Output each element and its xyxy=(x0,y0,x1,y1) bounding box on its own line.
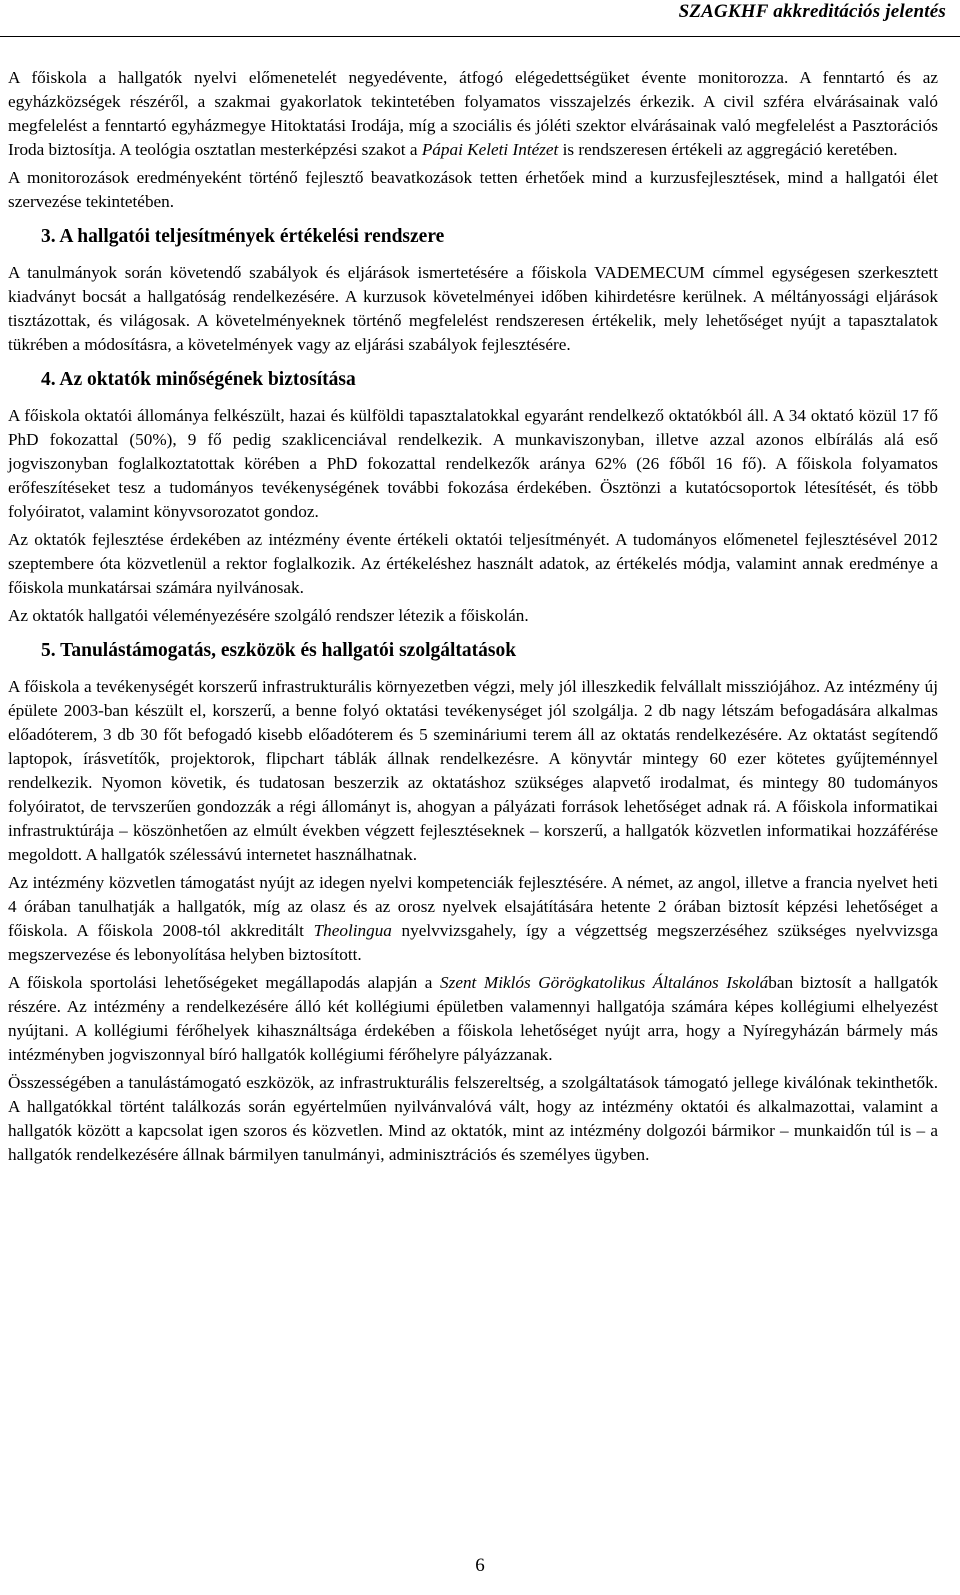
italic-text: Theolingua xyxy=(313,921,392,940)
section-heading-4: 4. Az oktatók minőségének biztosítása xyxy=(41,369,356,390)
text-span: Az intézmény közvetlen támogatást nyújt az idegen nyelvi kompetenciák fejlesztésére. A német, az angol, illetve a francia nyelvet heti 4 órában tanulhatják a hallgatók, míg az olasz és az orosz nyelvek elsajátítására hetente 2 órában biztosít képzési lehetőséget a főiskola. A főiskola 2008-tól akkreditált xyxy=(8,873,938,940)
italic-text: Pápai Keleti Intézet xyxy=(421,140,559,159)
section-4-paragraph-3: Az oktatók hallgatói véleményezésére szolgáló rendszer létezik a főiskolán. xyxy=(8,606,529,625)
header-title: SZAGKHF akkreditációs jelentés xyxy=(678,1,946,22)
section-5-paragraph-1: A főiskola a tevékenységét korszerű infrastrukturális környezetben végzi, mely jól illeszkedik felvállalt missziójához. Az intézmény új épülete 2003-ban készült el, korszerű, a benne folyó oktatási tevékenységet jól szolgálja. 2 db nagy létszám befogadására alkalmas előadóterem, 3 db 30 főt befogadó kisebb előadóterem és 5 szemináriumi terem áll az oktatás rendelkezésére. Az oktatást segítendő laptopok, írásvetítők, projektorok, flipchart táblák állnak rendelkezésre. A könyvtár mintegy 60 ezer kötetes gyűjteménnyel rendelkezik. Nyomon követik, és tudatosan beszerzik az oktatáshoz szükséges alapvető irodalmat, és mintegy 80 tudományos folyóiratot, de tervszerűen gondozzák a régi állományt is, ahogyan a pályázati források lehetőséget adnak rá. A főiskola informatikai infrastruktúrája – köszönhetően az elmúlt években végzett fejlesztéseknek – korszerű, a hallgatók közvetlen informatikai hozzáférése megoldott. A hallgatók szélessávú internetet használhatnak. xyxy=(8,677,938,864)
italic-text: Szent Miklós Görögkatolikus Általános Iskolá xyxy=(440,973,769,992)
page-header xyxy=(0,0,960,46)
paragraph-development: A monitorozások eredményeként történő fejlesztő beavatkozások tetten érhetőek mind a kurzusfejlesztések, mind a hallgatói élet szervezése tekintetében. xyxy=(8,168,938,211)
document-body xyxy=(8,66,938,1171)
section-4-paragraph-2: Az oktatók fejlesztése érdekében az intézmény évente értékeli oktatói teljesítményét. A tudományos előmenetel fejlesztésével 2012 szeptembere óta közvetlenül a rektor foglalkozik. Az értékeléshez használt adatok, az értékelés módja, valamint annak eredménye a főiskola munkatársai számára nyilvánosak. xyxy=(8,530,938,597)
text-span: ban biztosít a hallgatók részére. Az intézmény a rendelkezésére álló két kollégiumi épületben valamennyi hallgatója számára képes kollégiumi elhelyezést nyújtani. A kollégiumi férőhelyek kihasználtsága érdekében a főiskola lehetőséget nyújt arra, hogy a Nyíregyházán bármely más intézményben jogviszonnyal bíró hallgatók kollégiumi férőhelyre pályázzanak. xyxy=(8,973,938,1064)
section-heading-5: 5. Tanulástámogatás, eszközök és hallgatói szolgáltatások xyxy=(41,640,517,661)
text-span: A főiskola a hallgatók nyelvi előmenetelét negyedévente, átfogó elégedettségüket évente monitorozza. A fenntartó és az egyházközségek részéről, a szakmai gyakorlatok tekintetében folyamatos visszajelzés érkezik. A civil szféra elvárásainak való megfelelést a fenntartó egyházmegye Hitoktatási Irodája, míg a szociális és jóléti szektor elvárásainak való megfelelést a Pasztorációs Iroda biztosítja. A teológia osztatlan mesterképzési szakot a xyxy=(8,68,938,159)
text-span: nyelvvizsgahely, így a végzettség megszerzéséhez szükséges nyelvvizsga megszervezése és lebonyolítása helyben biztosított. xyxy=(8,921,938,964)
section-5-paragraph-4: Összességében a tanulástámogató eszközök, az infrastrukturális felszereltség, a szolgáltatások támogató jellege kiválónak tekinthetők. A hallgatókkal történt találkozás során egyértelműen nyilvánvalóvá vált, hogy az intézmény oktatói és alkalmazottai, valamint a hallgatók között a kapcsolat igen szoros és közvetlen. Mind az oktatók, mint az intézmény dolgozói bármikor – munkaidőn túl is – a hallgatók rendelkezésére állnak bármilyen tanulmányi, adminisztrációs és személyes ügyben. xyxy=(8,1073,938,1164)
section-5-paragraph-3 xyxy=(8,971,938,1067)
section-5-paragraph-2 xyxy=(8,871,938,967)
section-3-paragraph: A tanulmányok során követendő szabályok és eljárások ismertetésére a főiskola VADEMECUM címmel egységesen szerkesztett kiadványt bocsát a hallgatóság rendelkezésére. A kurzusok követelményei időben kihirdetésre kerülnek. A méltányossági eljárások tisztázottak, és világosak. A követelményeknek történő megfelelést rendszeresen értékelik, mely lehetőséget nyújt a tapasztalatok tükrében a módosításra, a követelmények vagy az eljárási szabályok fejlesztésére. xyxy=(8,263,938,354)
paragraph-monitoring xyxy=(8,66,938,162)
section-4-paragraph-1: A főiskola oktatói állománya felkészült, hazai és külföldi tapasztalatokkal egyaránt rendelkező oktatókból áll. A 34 oktató közül 17 fő PhD fokozattal (50%), 9 fő pedig szaklicenciával rendelkezik. A munkaviszonyban, illetve azzal azonos elbírálás alá eső jogviszonyban foglalkoztatottak körében a PhD fokozattal rendelkezők aránya 62% (26 főből 16 fő). A főiskola folyamatos erőfeszítéseket tesz a tudományos tevékenységének további fokozása érdekében. Ösztönzi a kutatócsoportok létesítését, és több folyóiratot, valamint könyvsorozatot gondoz. xyxy=(8,406,938,521)
header-rule xyxy=(0,36,960,37)
page-number: 6 xyxy=(475,1555,485,1576)
section-heading-3: 3. A hallgatói teljesítmények értékelési rendszere xyxy=(41,226,445,247)
text-span: is rendszeresen értékeli az aggregáció keretében. xyxy=(558,140,898,159)
text-span: A főiskola sportolási lehetőségeket megállapodás alapján a xyxy=(8,973,441,992)
